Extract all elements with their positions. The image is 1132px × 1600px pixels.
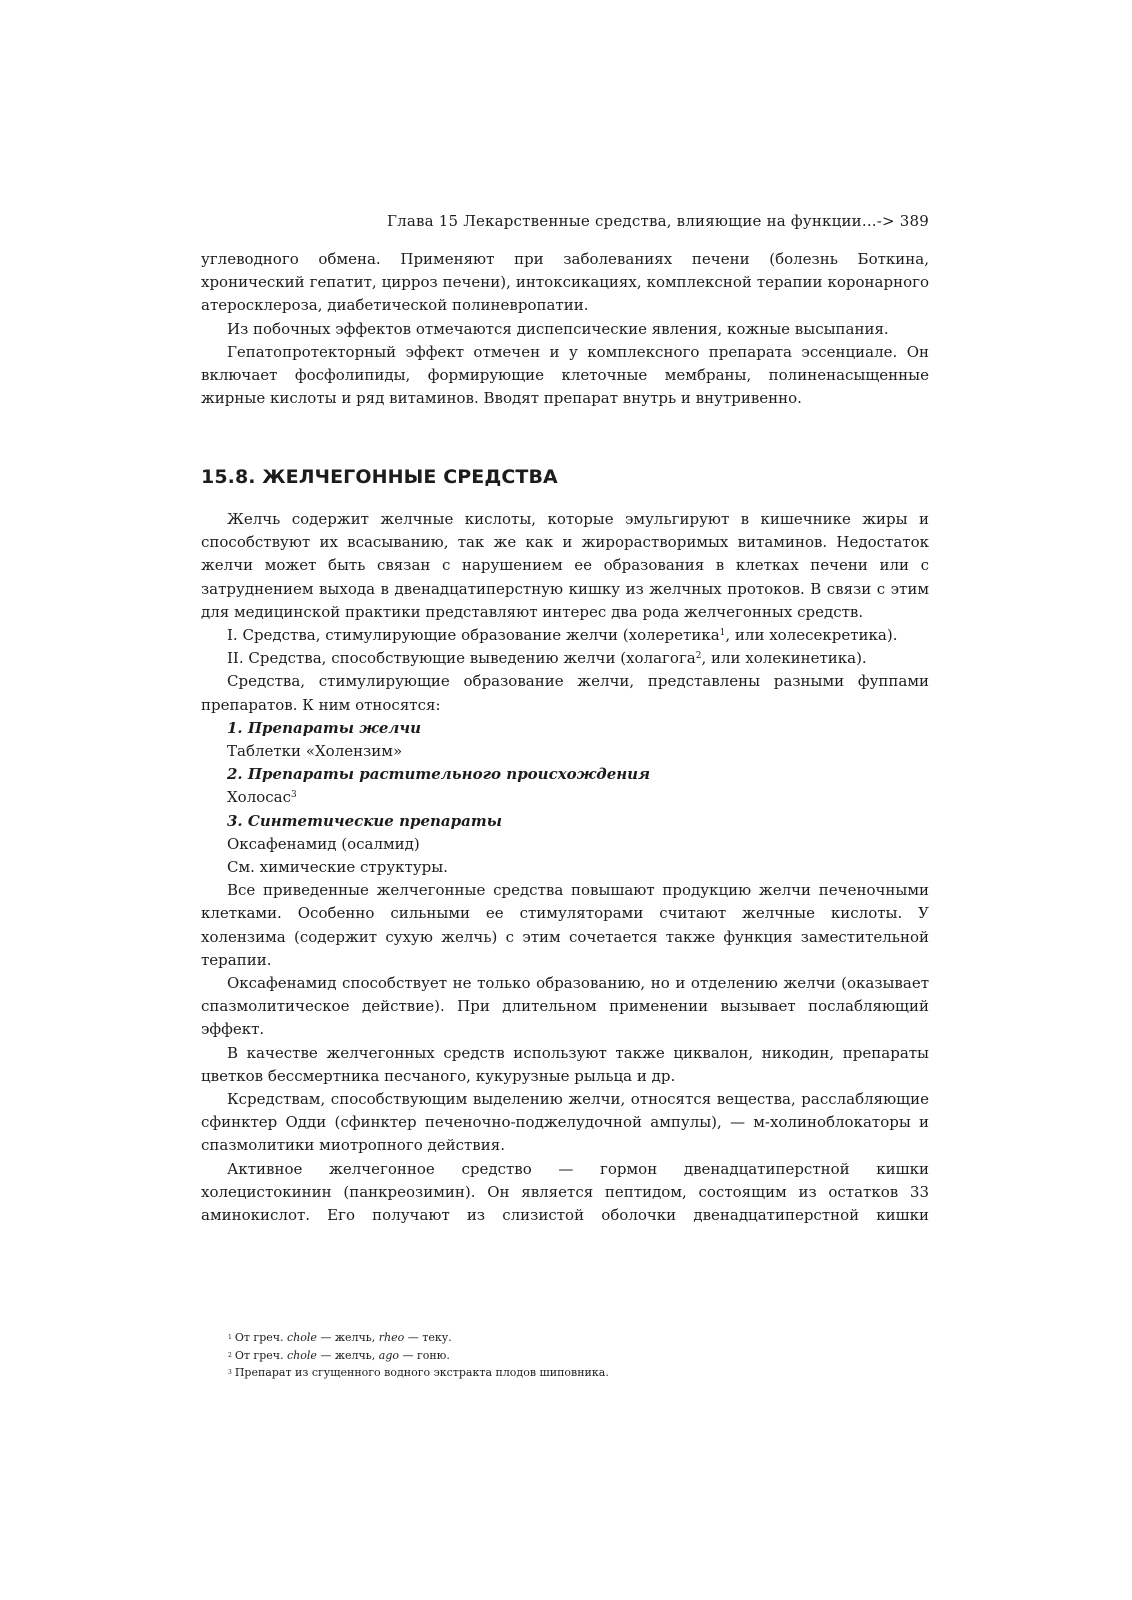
footnote-1 <box>228 1329 609 1347</box>
footnote-2-mark: 2 <box>228 1351 232 1359</box>
item-cholosas <box>201 786 929 809</box>
footnote-2-word-ago: ago <box>378 1348 400 1362</box>
footnote-1-word-chole: chole <box>287 1331 317 1344</box>
group-2-text-a: II. Средства, способствующие выведению желчи (холагога <box>227 649 696 668</box>
subheading-herbal-text: 2. Препараты растительного происхождения <box>227 765 651 784</box>
paragraph-cholekinetics: Ксредствам, способствующим выделению желчи, относятся вещества, расслабляющие сфинктер Одди (сфинктер печеночно-поджелудочной ампулы), — м-холиноблокаторы и спазмолитики миотропного действия. <box>201 1090 929 1155</box>
group-2-text-b: , или холекинетика). <box>701 649 867 668</box>
paragraph-all-choleretics: Все приведенные желчегонные средства повышают продукцию желчи печеночными клетками. Особенно сильными ее стимуляторами считают желчные кислоты. У холензима (содержит сухую желчь) с этим сочетается также функция заместительной терапии. <box>201 881 929 969</box>
paragraph-also-used: В качестве желчегонных средств используют также циквалон, никодин, препараты цветков бессмертника песчаного, кукурузные рыльца и др. <box>201 1043 929 1085</box>
note-chemical-structures: См. химические структуры. <box>227 858 448 877</box>
paragraph-group-1 <box>201 624 929 647</box>
footnote-2-suffix: — гоню. <box>399 1348 450 1362</box>
item-cholosas-text: Холосас <box>227 788 292 807</box>
footnote-3-text: Препарат из сгущенного водного экстракта плодов шиповника. <box>234 1366 609 1379</box>
paragraph-groups-lead: Средства, стимулирующие образование желчи, представлены разными фуппами препаратов. К ним относятся: <box>201 672 929 714</box>
footnote-2-prefix: От греч. <box>234 1348 288 1362</box>
footnote-1-prefix: От греч. <box>234 1331 288 1344</box>
subheading-synthetic-preparations: 3. Синтетические препараты <box>227 811 502 830</box>
footnote-3-mark: 3 <box>228 1369 232 1376</box>
subheading-herbal-preparations <box>201 763 929 786</box>
footnote-1-suffix: — теку. <box>404 1331 452 1344</box>
footnote-3 <box>228 1364 609 1382</box>
paragraph-bile-intro: Желчь содержит желчные кислоты, которые эмульгируют в кишечнике жиры и способствуют их всасыванию, так же как и жирорастворимых витаминов. Недостаток желчи может быть связан с нарушением ее образования в клетках печени или с затруднением выхода в двенадцатиперстную кишку из желчных протоков. В связи с этим для медицинской практики представляют интерес два рода желчегонных средств. <box>201 510 929 621</box>
footnote-1-word-rheo: rheo <box>378 1331 405 1344</box>
paragraph-essentiale: Гепатопротекторный эффект отмечен и у комплексного препарата эссенциале. Он включает фосфолипиды, формирующие клеточные мембраны, полиненасыщенные жирные кислоты и ряд витаминов. Вводят препарат внутрь и внутривенно. <box>201 342 929 408</box>
subheading-bile-preparations: 1. Препараты желчи <box>227 718 422 737</box>
paragraph-carbohydrate-continuation: углеводного обмена. Применяют при заболеваниях печени (болезнь Боткина, хронический гепатит, цирроз печени), интоксикациях, комплексной терапии коронарного атеросклероза, диабетической полиневропатии. <box>201 250 929 315</box>
section-body <box>201 508 929 1227</box>
paragraph-cholecystokinin: Активное желчегонное средство — гормон двенадцатиперстной кишки холецистокинин (панкреозимин). Он является пептидом, состоящим из остатков 33 аминокислот. Его получают из слизистой оболочки двенадцатиперстной кишки <box>201 1159 929 1225</box>
footnote-2-mid: — желчь, <box>316 1348 379 1362</box>
footnote-1-mark: 1 <box>228 1334 232 1341</box>
group-1-text-b: , или холесекретика). <box>725 626 898 645</box>
running-head: Глава 15 Лекарственные средства, влияющие на функции...-> 389 <box>387 212 929 230</box>
footnote-ref-1[interactable]: 1 <box>719 628 726 639</box>
group-1-text-a: I. Средства, стимулирующие образование желчи (холеретика <box>227 626 720 645</box>
paragraph-oxafenamide: Оксафенамид способствует не только образованию, но и отделению желчи (оказывает спазмолитическое действие). При длительном применении вызывает послабляющий эффект. <box>201 974 929 1039</box>
paragraph-group-2 <box>201 647 929 670</box>
top-paragraphs <box>201 248 929 410</box>
footnote-2 <box>228 1347 609 1365</box>
footnote-2-word-chole: chole <box>287 1348 317 1362</box>
footnote-1-mid: — желчь, <box>316 1331 379 1344</box>
footnote-ref-2[interactable]: 2 <box>695 651 702 662</box>
item-cholenzym: Таблетки «Холензим» <box>227 742 403 761</box>
item-oxafenamide: Оксафенамид (осалмид) <box>227 834 420 853</box>
section-title: 15.8. ЖЕЛЧЕГОННЫЕ СРЕДСТВА <box>201 466 558 488</box>
footnote-ref-3[interactable]: 3 <box>291 790 297 801</box>
footnotes <box>228 1329 609 1382</box>
paragraph-side-effects: Из побочных эффектов отмечаются диспепсические явления, кожные высыпания. <box>227 319 889 338</box>
